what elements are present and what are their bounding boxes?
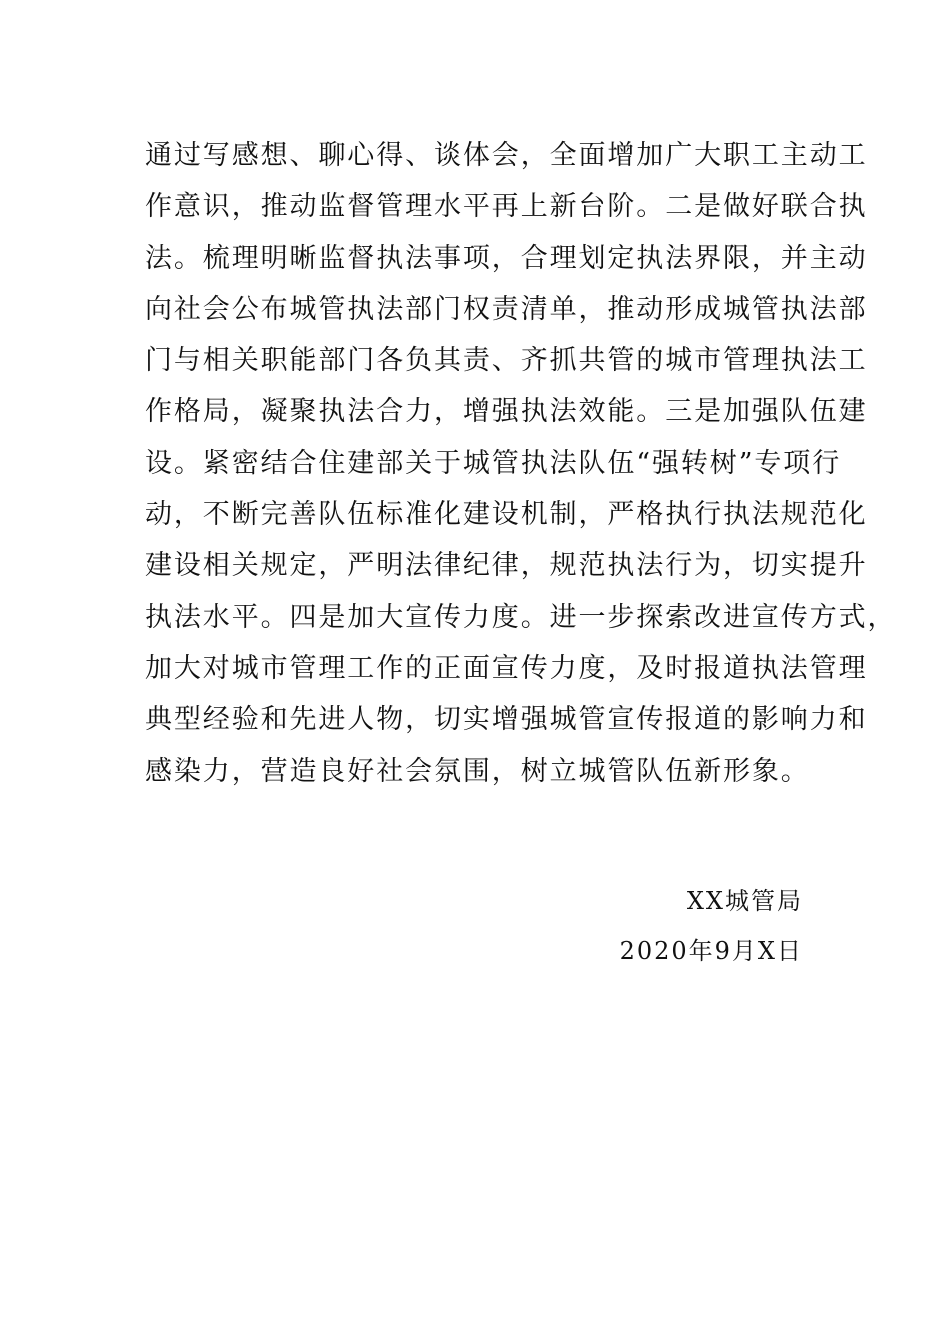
text-line: 法。梳理明晰监督执法事项，合理划定执法界限，并主动 bbox=[145, 242, 868, 274]
text-line: 加大对城市管理工作的正面宣传力度，及时报道执法管理 bbox=[145, 652, 868, 684]
text-line: 典型经验和先进人物，切实增强城管宣传报道的影响力和 bbox=[145, 704, 868, 736]
text-line: 门与相关职能部门各负其责、齐抓共管的城市管理执法工 bbox=[145, 345, 868, 377]
text-line: 作格局，凝聚执法合力，增强执法效能。三是加强队伍建 bbox=[145, 396, 868, 428]
text-line: 通过写感想、聊心得、谈体会，全面增加广大职工主动工 bbox=[145, 140, 868, 171]
text-line: 作意识，推动监督管理水平再上新台阶。二是做好联合执 bbox=[145, 191, 868, 223]
signature-block bbox=[620, 876, 803, 976]
text-line: 向社会公布城管执法部门权责清单，推动形成城管执法部 bbox=[145, 293, 868, 325]
text-line: 设。紧密结合住建部关于城管执法队伍“强转树”专项行 bbox=[145, 447, 842, 479]
text-line: 执法水平。四是加大宣传力度。进一步探索改进宣传方式， bbox=[145, 601, 897, 633]
text-line: 建设相关规定，严明法律纪律，规范执法行为，切实提升 bbox=[145, 550, 868, 582]
text-line: 动，不断完善队伍标准化建设机制，严格执行执法规范化 bbox=[145, 499, 868, 531]
signature-date: 2020年9月X日 bbox=[619, 937, 803, 965]
body-paragraph bbox=[145, 130, 897, 797]
signature-org: XX城管局 bbox=[686, 887, 803, 915]
text-line: 感染力，营造良好社会氛围，树立城管队伍新形象。 bbox=[145, 755, 810, 787]
